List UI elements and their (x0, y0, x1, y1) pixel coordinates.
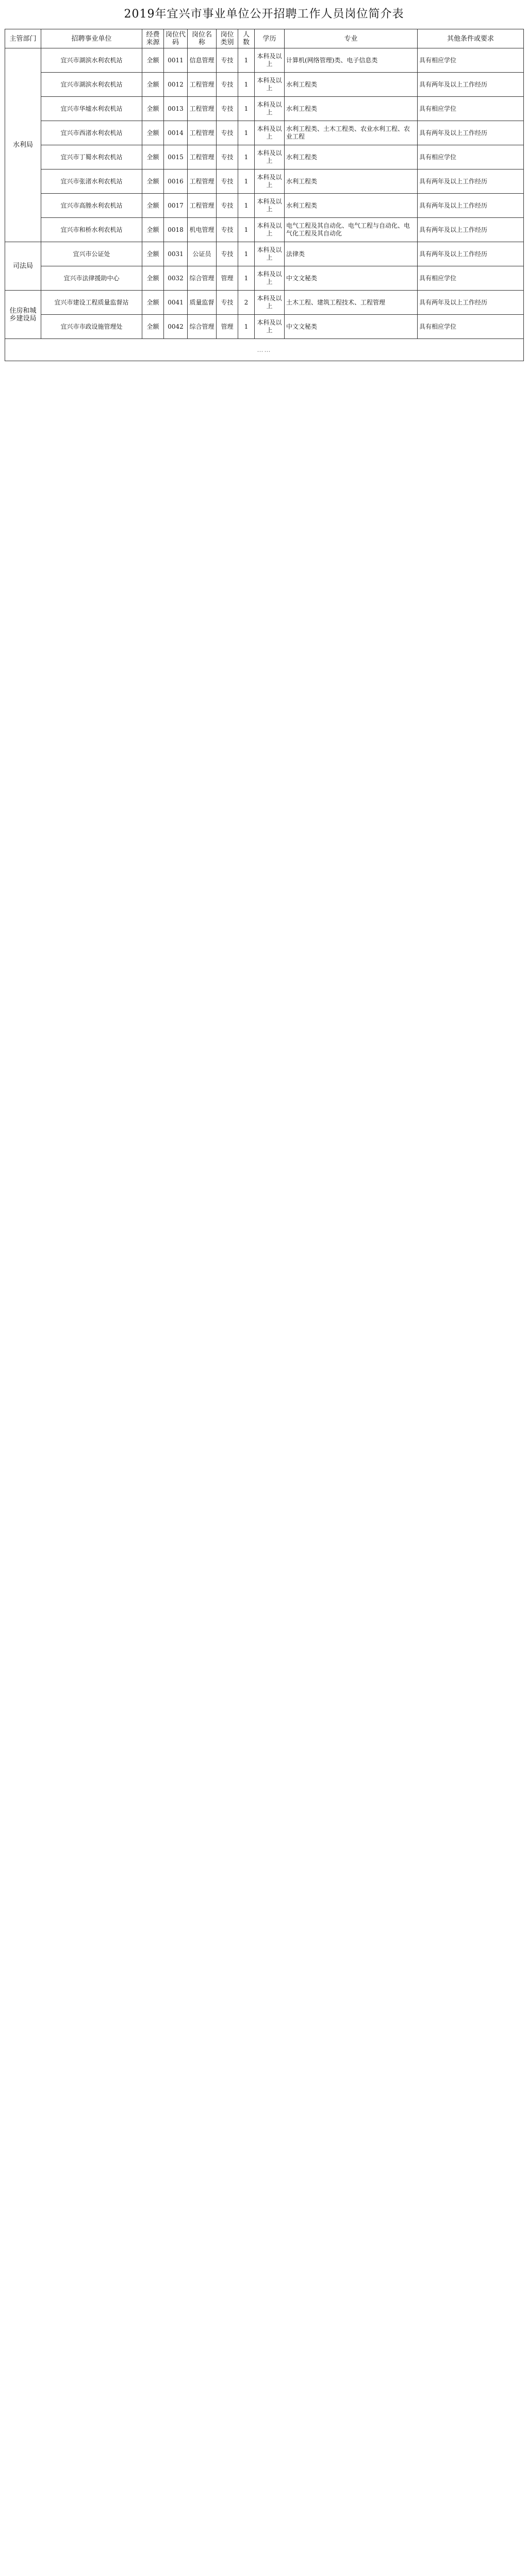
major-cell: 水利工程类 (285, 73, 418, 97)
edu-cell: 本科及以上 (255, 242, 285, 266)
document-title: 2019年宜兴市事业单位公开招聘工作人员岗位简介表 (124, 8, 404, 21)
code-cell: 0015 (164, 145, 188, 170)
fund-cell: 全额 (142, 291, 164, 315)
type-cell: 专技 (217, 48, 238, 73)
dept-cell: 水利局 (5, 48, 41, 242)
unit-cell: 宜兴市丁蜀水利农机站 (41, 145, 142, 170)
code-cell: 0013 (164, 97, 188, 121)
post-cell: 工程管理 (188, 121, 217, 145)
edu-cell: 本科及以上 (255, 73, 285, 97)
unit-cell: 宜兴市市政设施管理处 (41, 315, 142, 339)
table-row (5, 315, 524, 339)
code-cell: 0031 (164, 242, 188, 266)
header-code: 岗位代码 (164, 29, 188, 48)
unit-cell: 宜兴市华墟水利农机站 (41, 97, 142, 121)
post-cell: 公证员 (188, 242, 217, 266)
num-cell: 2 (238, 291, 255, 315)
header-fund: 经费来源 (142, 29, 164, 48)
major-cell: 土木工程、建筑工程技术、工程管理 (285, 291, 418, 315)
table-row (5, 194, 524, 218)
positions-table (5, 29, 524, 361)
code-cell: 0042 (164, 315, 188, 339)
major-cell: 中文文秘类 (285, 315, 418, 339)
req-cell: 具有相应学位 (418, 315, 524, 339)
table-row (5, 121, 524, 145)
type-cell: 管理 (217, 315, 238, 339)
edu-cell: 本科及以上 (255, 48, 285, 73)
fund-cell: 全额 (142, 73, 164, 97)
table-body (5, 48, 524, 361)
header-major: 专业 (285, 29, 418, 48)
code-cell: 0018 (164, 218, 188, 242)
num-cell: 1 (238, 170, 255, 194)
table-row (5, 291, 524, 315)
unit-cell: 宜兴市张渚水利农机站 (41, 170, 142, 194)
code-cell: 0012 (164, 73, 188, 97)
table-row (5, 242, 524, 266)
unit-cell: 宜兴市湖滨水利农机站 (41, 73, 142, 97)
code-cell: 0011 (164, 48, 188, 73)
type-cell: 专技 (217, 194, 238, 218)
type-cell: 专技 (217, 73, 238, 97)
num-cell: 1 (238, 218, 255, 242)
code-cell: 0016 (164, 170, 188, 194)
header-dept: 主管部门 (5, 29, 41, 48)
edu-cell: 本科及以上 (255, 145, 285, 170)
num-cell: 1 (238, 97, 255, 121)
post-cell: 工程管理 (188, 170, 217, 194)
req-cell: 具有相应学位 (418, 48, 524, 73)
num-cell: 1 (238, 73, 255, 97)
edu-cell: 本科及以上 (255, 266, 285, 291)
num-cell: 1 (238, 315, 255, 339)
post-cell: 信息管理 (188, 48, 217, 73)
unit-cell: 宜兴市和桥水利农机站 (41, 218, 142, 242)
type-cell: 专技 (217, 97, 238, 121)
major-cell: 水利工程类 (285, 97, 418, 121)
edu-cell: 本科及以上 (255, 121, 285, 145)
table-row (5, 145, 524, 170)
type-cell: 专技 (217, 242, 238, 266)
unit-cell: 宜兴市公证处 (41, 242, 142, 266)
req-cell: 具有两年及以上工作经历 (418, 121, 524, 145)
num-cell: 1 (238, 145, 255, 170)
fund-cell: 全额 (142, 242, 164, 266)
unit-cell: 宜兴市法律援助中心 (41, 266, 142, 291)
fund-cell: 全额 (142, 97, 164, 121)
table-row (5, 170, 524, 194)
table-row (5, 73, 524, 97)
fund-cell: 全额 (142, 315, 164, 339)
req-cell: 具有两年及以上工作经历 (418, 170, 524, 194)
req-cell: 具有相应学位 (418, 266, 524, 291)
type-cell: 专技 (217, 170, 238, 194)
req-cell: 具有两年及以上工作经历 (418, 73, 524, 97)
req-cell: 具有两年及以上工作经历 (418, 242, 524, 266)
major-cell: 计算机(网络管理)类、电子信息类 (285, 48, 418, 73)
header-req: 其他条件或要求 (418, 29, 524, 48)
fund-cell: 全额 (142, 194, 164, 218)
continuation-note: …… (5, 339, 524, 361)
post-cell: 综合管理 (188, 266, 217, 291)
unit-cell: 宜兴市湖滨水利农机站 (41, 48, 142, 73)
num-cell: 1 (238, 266, 255, 291)
req-cell: 具有相应学位 (418, 97, 524, 121)
table-continuation-row (5, 339, 524, 361)
req-cell: 具有两年及以上工作经历 (418, 291, 524, 315)
edu-cell: 本科及以上 (255, 170, 285, 194)
post-cell: 工程管理 (188, 194, 217, 218)
code-cell: 0014 (164, 121, 188, 145)
major-cell: 水利工程类、土木工程类、农业水利工程、农业工程 (285, 121, 418, 145)
edu-cell: 本科及以上 (255, 218, 285, 242)
major-cell: 中文文秘类 (285, 266, 418, 291)
post-cell: 工程管理 (188, 73, 217, 97)
unit-cell: 宜兴市建设工程质量监督站 (41, 291, 142, 315)
code-cell: 0041 (164, 291, 188, 315)
type-cell: 专技 (217, 218, 238, 242)
header-unit: 招聘事业单位 (41, 29, 142, 48)
type-cell: 管理 (217, 266, 238, 291)
edu-cell: 本科及以上 (255, 97, 285, 121)
fund-cell: 全额 (142, 145, 164, 170)
fund-cell: 全额 (142, 48, 164, 73)
fund-cell: 全额 (142, 218, 164, 242)
dept-cell: 住房和城乡建设局 (5, 291, 41, 339)
header-type: 岗位类别 (217, 29, 238, 48)
type-cell: 专技 (217, 291, 238, 315)
edu-cell: 本科及以上 (255, 315, 285, 339)
num-cell: 1 (238, 121, 255, 145)
table-row (5, 97, 524, 121)
post-cell: 质量监督 (188, 291, 217, 315)
num-cell: 1 (238, 194, 255, 218)
unit-cell: 宜兴市高塍水利农机站 (41, 194, 142, 218)
major-cell: 水利工程类 (285, 170, 418, 194)
table-row (5, 218, 524, 242)
table-row (5, 48, 524, 73)
fund-cell: 全额 (142, 170, 164, 194)
major-cell: 法律类 (285, 242, 418, 266)
post-cell: 工程管理 (188, 145, 217, 170)
code-cell: 0032 (164, 266, 188, 291)
num-cell: 1 (238, 48, 255, 73)
post-cell: 机电管理 (188, 218, 217, 242)
major-cell: 电气工程及其自动化、电气工程与自动化、电气化工程及其自动化 (285, 218, 418, 242)
table-header-row (5, 29, 524, 48)
unit-cell: 宜兴市西渚水利农机站 (41, 121, 142, 145)
header-num: 人数 (238, 29, 255, 48)
major-cell: 水利工程类 (285, 145, 418, 170)
table-row (5, 266, 524, 291)
edu-cell: 本科及以上 (255, 194, 285, 218)
post-cell: 综合管理 (188, 315, 217, 339)
dept-cell: 司法局 (5, 242, 41, 291)
req-cell: 具有两年及以上工作经历 (418, 218, 524, 242)
header-post: 岗位名称 (188, 29, 217, 48)
post-cell: 工程管理 (188, 97, 217, 121)
req-cell: 具有两年及以上工作经历 (418, 194, 524, 218)
edu-cell: 本科及以上 (255, 291, 285, 315)
fund-cell: 全额 (142, 266, 164, 291)
num-cell: 1 (238, 242, 255, 266)
header-edu: 学历 (255, 29, 285, 48)
code-cell: 0017 (164, 194, 188, 218)
type-cell: 专技 (217, 121, 238, 145)
fund-cell: 全额 (142, 121, 164, 145)
req-cell: 具有相应学位 (418, 145, 524, 170)
type-cell: 专技 (217, 145, 238, 170)
major-cell: 水利工程类 (285, 194, 418, 218)
